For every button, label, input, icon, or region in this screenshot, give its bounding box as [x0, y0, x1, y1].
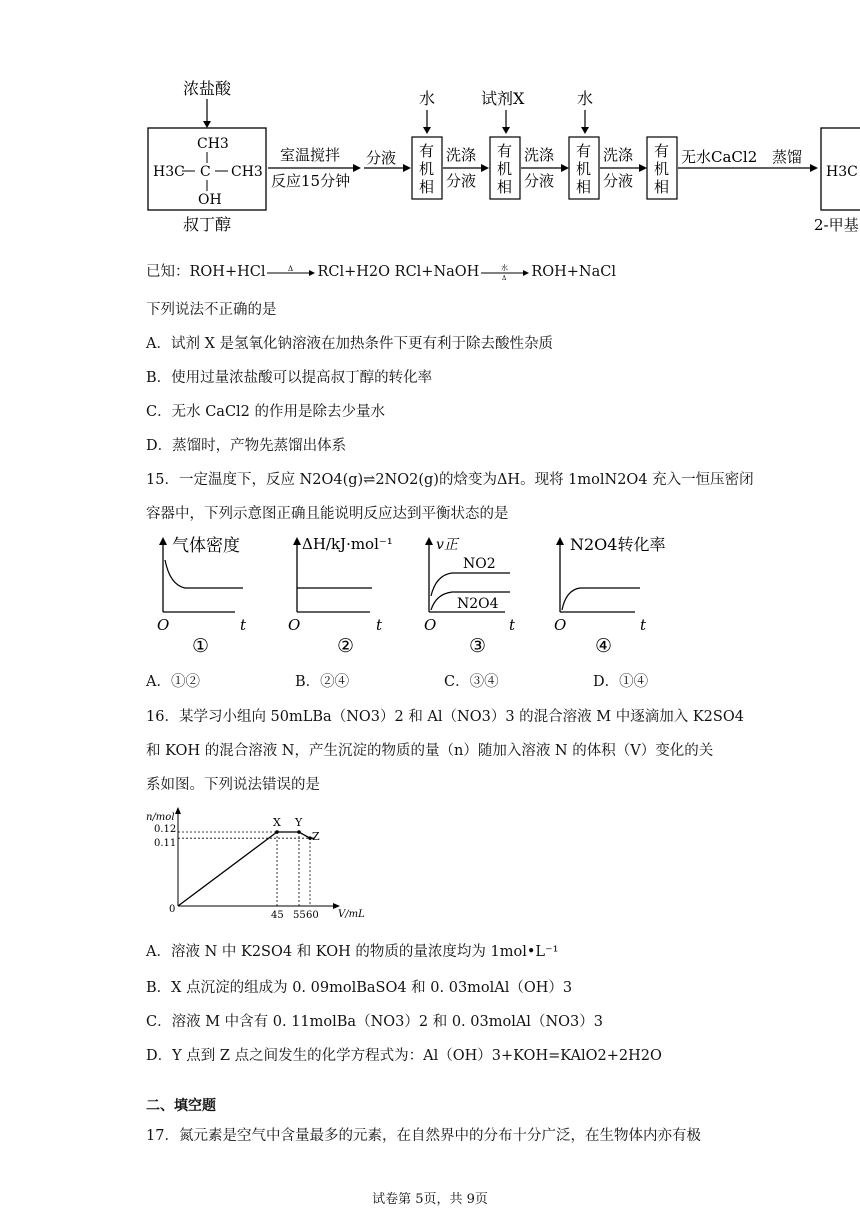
q16-origin: 0: [169, 904, 176, 915]
wash-label-3: 洗涤: [603, 146, 634, 164]
svg-text:机: 机: [576, 160, 592, 178]
section-title: 二、填空题: [146, 1097, 216, 1113]
q15-option-d: D．①④: [593, 674, 649, 690]
step1-line2: 反应15分钟: [271, 172, 351, 190]
conversion-curve: [562, 588, 640, 610]
g3-curve2-label: N2O4: [457, 596, 499, 612]
struct-right: CH3: [231, 164, 263, 180]
organic-phase-box-4: [647, 137, 677, 199]
q15-option-b: B．②④: [295, 674, 350, 690]
separation-label: 分液: [366, 149, 397, 167]
organic-phase-box-3: [569, 137, 599, 199]
svg-text:机: 机: [497, 160, 513, 178]
q16-xlabel: V/mL: [338, 909, 365, 920]
g1-ylabel: 气体密度: [172, 536, 240, 556]
q14-option-b: B．使用过量浓盐酸可以提高叔丁醇的转化率: [146, 370, 433, 386]
q17-line1: 17．氮元素是空气中含量最多的元素，在自然界中的分布十分广泛，在生物体内亦有极: [146, 1128, 701, 1144]
g2-origin: O: [288, 616, 301, 634]
g2-ylabel: ΔH/kJ·mol⁻¹: [302, 535, 393, 553]
q16-x-tick: 60: [306, 910, 319, 921]
svg-text:机: 机: [419, 160, 435, 178]
synthesis-flow-diagram: [0, 70, 860, 240]
wash-label-2: 洗涤: [524, 146, 555, 164]
g4-xlabel: t: [640, 616, 647, 634]
svg-text:水: 水: [501, 264, 509, 272]
struct-top: CH3: [197, 136, 229, 152]
g2-xlabel: t: [376, 616, 383, 634]
svg-text:有: 有: [497, 142, 513, 160]
reaction-arrow-1: [265, 265, 317, 279]
g3-xlabel: t: [509, 616, 516, 634]
q16-option-c: C．溶液 M 中含有 0. 11molBa（NO3）2 和 0. 03molAl（NO3）3: [146, 1014, 603, 1030]
product-name: 2-甲基: [814, 216, 859, 234]
g4-number: ④: [595, 635, 613, 657]
q16-series-line: [178, 832, 314, 906]
q15-option-c: C．③④: [444, 674, 499, 690]
reaction-arrow-2: [479, 263, 531, 281]
svg-text:Δ: Δ: [502, 275, 507, 281]
svg-text:有: 有: [654, 142, 670, 160]
q16-x-tick: 55: [293, 910, 306, 921]
q16-ylabel: n/mol: [146, 812, 175, 823]
svg-text:有: 有: [419, 142, 435, 160]
g3-ylabel: v正: [436, 537, 458, 553]
q16-precipitate-chart: [0, 805, 860, 925]
svg-text:有: 有: [576, 142, 592, 160]
sep-label-2: 分液: [524, 172, 555, 190]
organic-phase-box-1: [412, 137, 442, 199]
q16-line2: 和 KOH 的混合溶液 N，产生沉淀的物质的量（n）随加入溶液 N 的体积（V）变化的关: [146, 743, 714, 759]
q15-line1: 15．一定温度下，反应 N2O4(g)⇌2NO2(g)的焓变为ΔH。现将 1molN2O4 充入一恒压密闭: [146, 472, 754, 488]
q16-line3: 系如图。下列说法错误的是: [146, 777, 320, 793]
q14-option-a: A．试剂 X 是氢氧化钠溶液在加热条件下更有利于除去酸性杂质: [146, 336, 554, 352]
q15-line2: 容器中，下列示意图正确且能说明反应达到平衡状态的是: [146, 506, 509, 522]
svg-text:相: 相: [497, 178, 513, 196]
svg-text:相: 相: [654, 178, 670, 196]
g2-number: ②: [337, 635, 355, 657]
g3-curve1-label: NO2: [463, 556, 496, 572]
svg-text:相: 相: [576, 178, 592, 196]
density-curve: [165, 560, 243, 588]
g3-number: ③: [469, 635, 487, 657]
q16-point-label: Z: [312, 830, 320, 844]
known-reactions: 已知：ROH+HCl Δ RCl+H2O RCl+NaOH 水 Δ ROH+NaCl: [146, 264, 616, 281]
q16-x-tick: 45: [271, 910, 284, 921]
q16-option-b: B．X 点沉淀的组成为 0. 09molBaSO4 和 0. 03molAl（OH）3: [146, 980, 573, 996]
q16-point-label: Y: [295, 816, 303, 829]
reactant-name: 叔丁醇: [183, 215, 232, 234]
q14-stem: 下列说法不正确的是: [146, 302, 277, 318]
svg-text:Δ: Δ: [288, 265, 294, 273]
q16-y-tick: 0.12: [154, 824, 177, 835]
q14-option-d: D．蒸馏时，产物先蒸馏出体系: [146, 438, 347, 454]
distill-label: 蒸馏: [772, 148, 803, 166]
q16-line1: 16．某学习小组向 50mLBa（NO3）2 和 Al（NO3）3 的混合溶液 M 中逐滴加入 K2SO4: [146, 709, 744, 725]
struct-c: C: [200, 164, 211, 180]
sep-label-1: 分液: [446, 172, 477, 190]
q15-option-a: A．①②: [146, 674, 200, 690]
svg-text:相: 相: [419, 178, 435, 196]
g4-ylabel: N2O4转化率: [570, 535, 666, 554]
q14-option-c: C．无水 CaCl2 的作用是除去少量水: [146, 404, 386, 420]
g4-origin: O: [554, 616, 567, 634]
organic-phase-box-2: [490, 137, 520, 199]
wash-label-1: 洗涤: [446, 146, 477, 164]
conc-hcl-label: 浓盐酸: [183, 79, 232, 98]
g1-number: ①: [192, 635, 210, 657]
struct-left: H3C: [153, 164, 185, 180]
q16-option-a: A．溶液 N 中 K2SO4 和 KOH 的物质的量浓度均为 1mol•L⁻¹: [146, 944, 559, 960]
q16-point-label: X: [273, 816, 281, 829]
struct-oh: OH: [198, 192, 222, 208]
page-footer: 试卷第 5页，共 9页: [372, 1192, 488, 1207]
product-formula: H3C: [826, 164, 858, 180]
g1-xlabel: t: [240, 616, 247, 634]
q16-option-d: D．Y 点到 Z 点之间发生的化学方程式为：Al（OH）3+KOH=KAlO2+2H2O: [146, 1048, 662, 1064]
step1-line1: 室温搅拌: [280, 146, 341, 164]
svg-text:机: 机: [654, 160, 670, 178]
sep-label-3: 分液: [603, 172, 634, 190]
water-label-1: 水: [419, 89, 436, 108]
q16-y-tick: 0.11: [154, 838, 177, 850]
reagent-x-label: 试剂X: [481, 89, 525, 108]
water-label-2: 水: [577, 89, 594, 108]
g1-origin: O: [157, 616, 170, 634]
g3-origin: O: [424, 616, 437, 634]
q15-graphs: [0, 530, 860, 660]
drying-agent-label: 无水CaCl2: [681, 148, 758, 166]
